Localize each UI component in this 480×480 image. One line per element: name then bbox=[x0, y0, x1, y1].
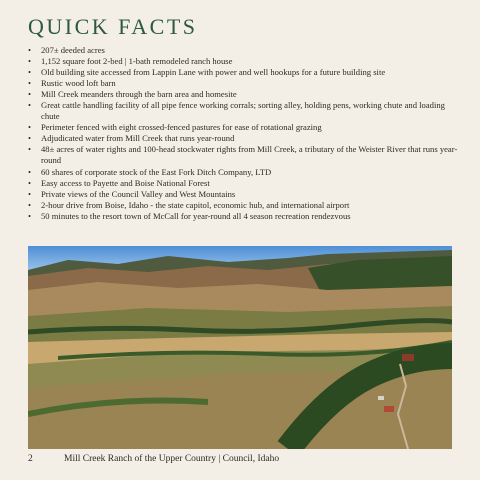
list-item: • Adjudicated water from Mill Creek that runs year-round bbox=[28, 133, 458, 144]
list-item: • Mill Creek meanders through the barn area and homesite bbox=[28, 89, 458, 100]
page-number: 2 bbox=[28, 454, 33, 464]
quick-facts-list bbox=[28, 45, 458, 222]
list-item: • 207± deeded acres bbox=[28, 45, 458, 56]
list-item: • Rustic wood loft barn bbox=[28, 78, 458, 89]
list-item: • 48± acres of water rights and 100-head stockwater rights from Mill Creek, a tributary of the Weister River that runs year-round bbox=[28, 144, 458, 166]
list-item: • 2-hour drive from Boise, Idaho - the state capitol, economic hub, and international airport bbox=[28, 200, 458, 211]
list-item: • Perimeter fenced with eight crossed-fenced pastures for ease of rotational grazing bbox=[28, 122, 458, 133]
list-item: • 1,152 square foot 2-bed | 1-bath remodeled ranch house bbox=[28, 56, 458, 67]
list-item: • 60 shares of corporate stock of the East Fork Ditch Company, LTD bbox=[28, 167, 458, 178]
list-item: • Private views of the Council Valley and West Mountains bbox=[28, 189, 458, 200]
list-item: • Easy access to Payette and Boise National Forest bbox=[28, 178, 458, 189]
page-title: QUICK FACTS bbox=[28, 14, 198, 39]
list-item: • Old building site accessed from Lappin Lane with power and well hookups for a future building site bbox=[28, 67, 458, 78]
ranch-aerial-photo bbox=[28, 246, 452, 449]
footer-caption: Mill Creek Ranch of the Upper Country | Council, Idaho bbox=[64, 454, 280, 464]
list-item: • 50 minutes to the resort town of McCall for year-round all 4 season recreation rendezvous bbox=[28, 211, 458, 222]
list-item: • Great cattle handling facility of all pipe fence working corrals; sorting alley, holding pens, working chute and loading chute bbox=[28, 100, 458, 122]
